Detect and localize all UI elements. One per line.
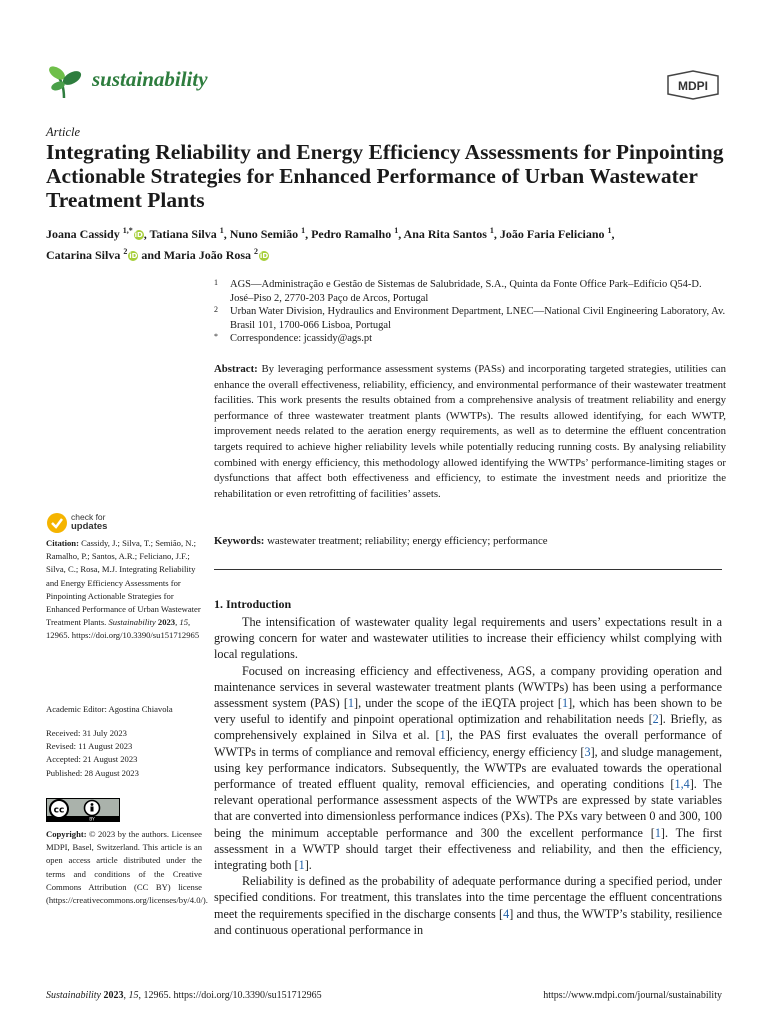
citation-link[interactable]: 1 (654, 825, 661, 840)
abstract-label: Abstract: (214, 363, 258, 375)
mdpi-logo-icon (664, 70, 722, 100)
section-heading: 1. Introduction (214, 597, 292, 611)
citation-doi-link[interactable]: https://doi.org/10.3390/su151712965 (71, 630, 200, 641)
divider (214, 569, 722, 570)
citation-link[interactable]: 1,4 (674, 777, 690, 792)
check-updates-line2: updates (71, 521, 108, 532)
mdpi-logo[interactable] (664, 70, 722, 100)
orcid-icon[interactable]: iD (129, 252, 138, 260)
line1-author-1: Tatiana Silva (149, 227, 220, 241)
svg-text:BY: BY (89, 817, 95, 822)
line2-author-0: Catarina Silva (46, 248, 124, 262)
citation-volume: 15 (179, 617, 188, 628)
citation-link[interactable]: 1 (439, 728, 446, 743)
footer-journal-url[interactable]: https://www.mdpi.com/journal/sustainability (543, 990, 722, 1001)
published-date: Published: 28 August 2023 (46, 767, 139, 778)
check-for-updates-badge[interactable] (46, 512, 136, 536)
sustainability-logo-icon[interactable] (46, 62, 88, 102)
line1-author-0: Joana Cassidy (46, 227, 123, 241)
orcid-icon[interactable]: iD (259, 252, 269, 260)
citation-link[interactable]: 1 (298, 858, 305, 873)
paragraph-1: The intensification of wastewater quality legal requirements and users’ expectations result in a growing concern for water and wastewater utilities to increase their efficiency whilst complying with local regulations. (214, 615, 722, 662)
line1-author-4: Ana Rita Santos (403, 227, 490, 241)
author-affiliation-sup: 2 (123, 247, 128, 256)
citation-link[interactable]: 1 (561, 696, 569, 711)
citation-link[interactable]: 1 (347, 696, 355, 711)
paragraph-3: Reliability is defined as the probability of adequate performance during a specified period, under specified conditions. For treatment, this translates into the time percentage the effluent concentrations meet the requirements specified in the discharge consents [4] and thus, the WWTP’s stability, resilience and continuous operational performance in (214, 874, 722, 937)
article-type: Article (46, 125, 81, 139)
received-date: Received: 31 July 2023 (46, 728, 127, 738)
line1-author-5: João Faria Feliciano (499, 227, 608, 241)
keywords-text: wastewater treatment; reliability; energy efficiency; performance (267, 535, 548, 547)
copyright-label: Copyright: (46, 829, 87, 839)
author-line-1: Joana Cassidy $^{1,*}$ iD, Tatiana Silva $^1$, Nuno Semião $^1$, Pedro Ramalho $^1$, Ana Rita Santos $^1$, João Faria Feliciano $^1$, (46, 226, 615, 241)
author-list (46, 222, 726, 264)
citation-link[interactable]: 4 (503, 906, 510, 921)
copyright-text: © 2023 by the authors. Licensee MDPI, Basel, Switzerland. This article is an open access article distributed under the terms and conditions of the Creative Commons Attribution (CC BY) license (https://creativecommons.org/licenses/by/4.0/). (46, 829, 208, 906)
abstract-text: By leveraging performance assessment systems (PASs) and incorporating targeted strategies, utilities can enhance the overall effectiveness, reliability, efficiency, and environmental performance of their wastewater treatment facilities. This work presents the results obtained from a comprehensive analysis of treatment reliability and energy performance of three wastewater treatment plants (WWTPs). The results allowed identifying, for each WWTP, improvement needs related to the aeration energy requirements, as well as to determine the effluent concentration targets required to achieve higher reliability levels while potentially reducing running costs. By analysing reliability combined with energy efficiency, this methodology allowed identifying the WWTPs’ performance-limiting stages or dysfunctions that affect both effectiveness and efficiency, to estimate the investment needs and prioritize the rehabilitation or even retrofitting of facilities’ assets. (214, 363, 726, 500)
dates (46, 727, 202, 780)
keywords-label: Keywords: (214, 535, 265, 547)
author-affiliation-sup: 1 (301, 226, 306, 235)
paper-title: Integrating Reliability and Energy Efficiency Assessments for Pinpointing Actionable Strategies for Enhanced Performance of Urban Wastewater Treatment Plants (46, 140, 724, 212)
abstract (214, 362, 726, 502)
copyright-notice (46, 828, 208, 907)
author-affiliation-sup: 1,* (122, 226, 133, 235)
citation: Citation: Cassidy, J.; Silva, T.; Semião, N.; Ramalho, P.; Santos, A.R.; Feliciano, J.F.; Silva, C.; Rosa, M.J. Integrating Reliability and Energy Efficiency Assessments for Pinpointing Actionable Strategies for Enhanced Performance of Urban Wastewater Treatment Plants. Sustainability 2023, 15, 12965. https://doi.org/10.3390/su151712965 (46, 538, 201, 641)
author-affiliation-sup: 1 (489, 226, 494, 235)
author-affiliation-sup: 2 (254, 247, 259, 256)
revised-date: Revised: 11 August 2023 (46, 741, 133, 752)
mdpi-text: MDPI (678, 79, 708, 93)
svg-text:cc: cc (53, 805, 65, 816)
academic-editor: Academic Editor: Agostina Chiavola (46, 704, 173, 714)
citation-pages: , 12965. (46, 617, 191, 641)
citation-label: Citation: (46, 538, 79, 548)
citation-journal: Sustainability (108, 617, 156, 628)
affiliations (214, 278, 726, 346)
correspondence: * Correspondence: jcassidy@ags.pt (214, 332, 373, 344)
line2-author-1: Maria João Rosa (163, 248, 255, 262)
line1-author-3: Pedro Ramalho (311, 227, 395, 241)
author-affiliation-sup: 1 (394, 226, 399, 235)
affiliation-2: 2 Urban Water Division, Hydraulics and Environment Department, LNEC—National Civil Engineering Laboratory, Av. Brasil 101, 1700-066 Lisboa, Portugal (214, 305, 726, 331)
paragraph-2: Focused on increasing efficiency and effectiveness, AGS, a company providing operation and maintenance services in several wastewater treatment plants (WWTPs) has been using a performance assessment system (PAS) [1], under the scope of the iEQTA project [1], which has been shown to be very useful to identify and pinpoint operational optimization and rehabilitation needs [2]. Briefly, as comprehensively explained in Silva et al. [1], the PAS first evaluates the overall performance of WWTPs in terms of compliance and removal efficiency, energy efficiency [3], and sludge management, using key performance indicators. Subsequently, the WWTPs are evaluated towards the operational performance of treated effluent quality, removal efficiencies, and operating conditions [1,4]. The relevant operational performance assessment aspects of the WWTPs are expressed by state variables that are converted into dimensionless performance indices (PXs). The PXs vary between 0 and 300, 100 being the minimum acceptable performance and 300 the excellent performance [1]. The first assessment in a WWTP should target their effectiveness and reliability, and then the efficiency, integrating both [1]. (214, 663, 722, 873)
author-affiliation-sup: 1 (607, 226, 612, 235)
citation-text: Cassidy, J.; Silva, T.; Semião, N.; Ramalho, P.; Santos, A.R.; Feliciano, J.F.; Silva, C.; Rosa, M.J. Integrating Reliability and Energy Efficiency Assessments for Pinpointing Actionable Strategies for Enhanced Performance of Urban Wastewater Treatment Plants. (46, 538, 201, 628)
check-updates-icon (46, 512, 68, 534)
citation-year: 2023 (157, 617, 176, 628)
journal-name[interactable]: sustainability (92, 67, 208, 91)
orcid-icon[interactable]: iD (134, 231, 143, 239)
cc-by-icon (46, 798, 120, 822)
affiliation-1: 1 AGS—Administração e Gestão de Sistemas de Salubridade, S.A., Quinta da Fonte Office Park–Edifício Q54-D. José–Piso 2, 2770-203 Paço de Arcos, Portugal (214, 278, 702, 304)
citation-link[interactable]: 2 (652, 712, 659, 727)
author-line-2: Catarina Silva $^2$ iD and Maria João Rosa $^2$ iD (46, 247, 269, 262)
check-updates-line1: check for (71, 512, 106, 522)
footer-citation: Sustainability 2023, 15, 12965. https://doi.org/10.3390/su151712965 (46, 990, 322, 1001)
line1-author-2: Nuno Semião (229, 227, 302, 241)
keywords (214, 535, 726, 547)
body-text (214, 614, 722, 938)
author-affiliation-sup: 1 (219, 226, 224, 235)
cc-by-license-badge[interactable] (46, 798, 120, 822)
accepted-date: Accepted: 21 August 2023 (46, 754, 138, 765)
citation-link[interactable]: 3 (584, 744, 591, 759)
